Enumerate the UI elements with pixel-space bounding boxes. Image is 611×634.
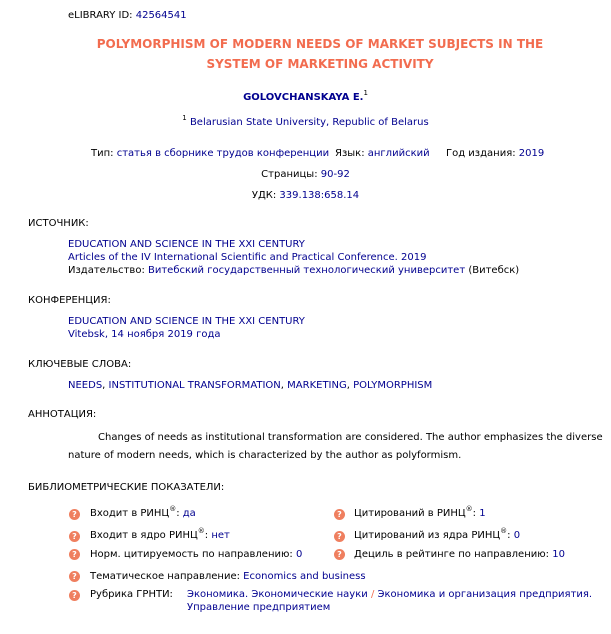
conference-place-date: Vitebsk, 14 ноября 2019 года xyxy=(68,329,221,340)
grnti-link-economics[interactable]: Экономика. Экономические науки xyxy=(187,589,368,600)
type-label: Тип: xyxy=(91,148,114,159)
core-label: Входит в ядро РИНЦ xyxy=(90,530,198,541)
keyword[interactable]: NEEDS xyxy=(68,380,103,391)
abstract-line-2: nature of modern needs, which is characterized by the author as polyformism. xyxy=(68,450,462,461)
norm-value: 0 xyxy=(295,549,303,560)
grnti-line-2[interactable]: Управление предприятием xyxy=(187,602,331,613)
author-name[interactable]: GOLOVCHANSKAYA E. xyxy=(243,92,364,103)
affiliation: Belarusian State University, Republic of Belarus xyxy=(189,117,429,128)
abstract-line-1: Changes of needs as institutional transformation are considered. The author emphasizes the diverse xyxy=(98,432,603,443)
source-publisher-line xyxy=(68,265,519,276)
publisher-city: (Витебск) xyxy=(468,265,520,276)
registered-mark: ® xyxy=(197,527,205,535)
keyword[interactable]: MARKETING xyxy=(287,380,347,391)
affiliation-sup: 1 xyxy=(182,114,187,122)
keywords-heading: КЛЮЧЕВЫЕ СЛОВА: xyxy=(28,359,132,370)
publisher-link[interactable]: Витебский государственный технологический университет xyxy=(148,265,466,276)
pages-value: 90-92 xyxy=(320,169,350,180)
registered-mark: ® xyxy=(169,505,177,513)
rinc-value: да xyxy=(182,508,196,519)
meta-udk xyxy=(0,190,611,201)
meta-year xyxy=(446,148,544,159)
grnti-separator: / xyxy=(370,589,375,600)
citations-core-indicator: Цитирований из ядра РИНЦ®: 0 xyxy=(354,527,521,541)
decile-label: Дециль в рейтинге по направлению: xyxy=(354,549,550,560)
norm-citation-indicator xyxy=(90,549,302,560)
topic-label: Тематическое направление: xyxy=(90,571,240,582)
registered-mark: ® xyxy=(500,527,508,535)
elibrary-id-label: eLIBRARY ID: xyxy=(68,10,133,21)
grnti-label: Рубрика ГРНТИ: xyxy=(90,589,173,600)
elibrary-id xyxy=(68,10,187,21)
pages-label: Страницы: xyxy=(261,169,318,180)
topic-indicator xyxy=(90,571,366,582)
year-label: Год издания: xyxy=(446,148,516,159)
publisher-label: Издательство: xyxy=(68,265,145,276)
topic-link[interactable]: Economics and business xyxy=(243,571,366,582)
lang-label: Язык: xyxy=(335,148,365,159)
title-line-2: SYSTEM OF MARKETING ACTIVITY xyxy=(206,57,434,71)
grnti-link-enterprise[interactable]: Экономика и организация предприятия. xyxy=(377,589,593,600)
citations-label: Цитирований в РИНЦ xyxy=(354,508,466,519)
grnti-line-1 xyxy=(187,589,592,600)
core-value: нет xyxy=(211,530,230,541)
help-icon[interactable] xyxy=(69,549,80,560)
conference-heading: КОНФЕРЕНЦИЯ: xyxy=(28,295,111,306)
help-icon[interactable] xyxy=(334,549,345,560)
decile-indicator xyxy=(354,549,565,560)
help-icon[interactable] xyxy=(69,571,80,582)
keyword[interactable]: POLYMORPHISM xyxy=(353,380,433,391)
author-line xyxy=(0,89,611,103)
help-icon[interactable] xyxy=(69,509,80,520)
decile-value: 10 xyxy=(552,549,565,560)
citations-value[interactable]: 1 xyxy=(479,508,486,519)
udk-value: 339.138:658.14 xyxy=(279,190,360,201)
biblio-heading: БИБЛИОМЕТРИЧЕСКИЕ ПОКАЗАТЕЛИ: xyxy=(28,482,225,493)
keywords-list xyxy=(68,380,432,391)
abstract-heading: АННОТАЦИЯ: xyxy=(28,409,97,420)
lang-value: английский xyxy=(367,148,430,159)
help-icon[interactable] xyxy=(69,531,80,542)
rinc-indicator: Входит в РИНЦ®: да xyxy=(90,505,196,519)
meta-language xyxy=(335,148,430,159)
help-icon[interactable] xyxy=(69,590,80,601)
source-title[interactable]: EDUCATION AND SCIENCE IN THE XXI CENTURY xyxy=(68,239,305,250)
article-title xyxy=(60,34,580,74)
meta-pages xyxy=(0,169,611,180)
help-icon[interactable] xyxy=(334,509,345,520)
keyword[interactable]: INSTITUTIONAL TRANSFORMATION xyxy=(108,380,281,391)
author-sup: 1 xyxy=(363,89,368,97)
keyword-separator: , xyxy=(346,380,354,391)
keyword-separator: , xyxy=(280,380,288,391)
elibrary-id-value: 42564541 xyxy=(135,10,187,21)
rinc-label: Входит в РИНЦ xyxy=(90,508,170,519)
citations-core-label: Цитирований из ядра РИНЦ xyxy=(354,530,501,541)
rinc-core-indicator: Входит в ядро РИНЦ®: нет xyxy=(90,527,230,541)
meta-type xyxy=(91,148,329,159)
udk-label: УДК: xyxy=(251,190,277,201)
help-icon[interactable] xyxy=(334,531,345,542)
source-subtitle: Articles of the IV International Scientific and Practical Conference. 2019 xyxy=(68,252,427,263)
citations-core-value: 0 xyxy=(513,530,521,541)
registered-mark: ® xyxy=(465,505,473,513)
conference-title[interactable]: EDUCATION AND SCIENCE IN THE XXI CENTURY xyxy=(68,316,305,327)
keyword-separator: , xyxy=(102,380,109,391)
affiliation-line xyxy=(0,114,611,128)
citations-indicator: Цитирований в РИНЦ®: 1 xyxy=(354,505,486,519)
source-heading: ИСТОЧНИК: xyxy=(28,218,89,229)
norm-label: Норм. цитируемость по направлению: xyxy=(90,549,293,560)
title-line-1: POLYMORPHISM OF MODERN NEEDS OF MARKET SUBJECTS IN THE xyxy=(96,37,544,51)
year-value: 2019 xyxy=(518,148,545,159)
type-value: статья в сборнике трудов конференции xyxy=(116,148,330,159)
